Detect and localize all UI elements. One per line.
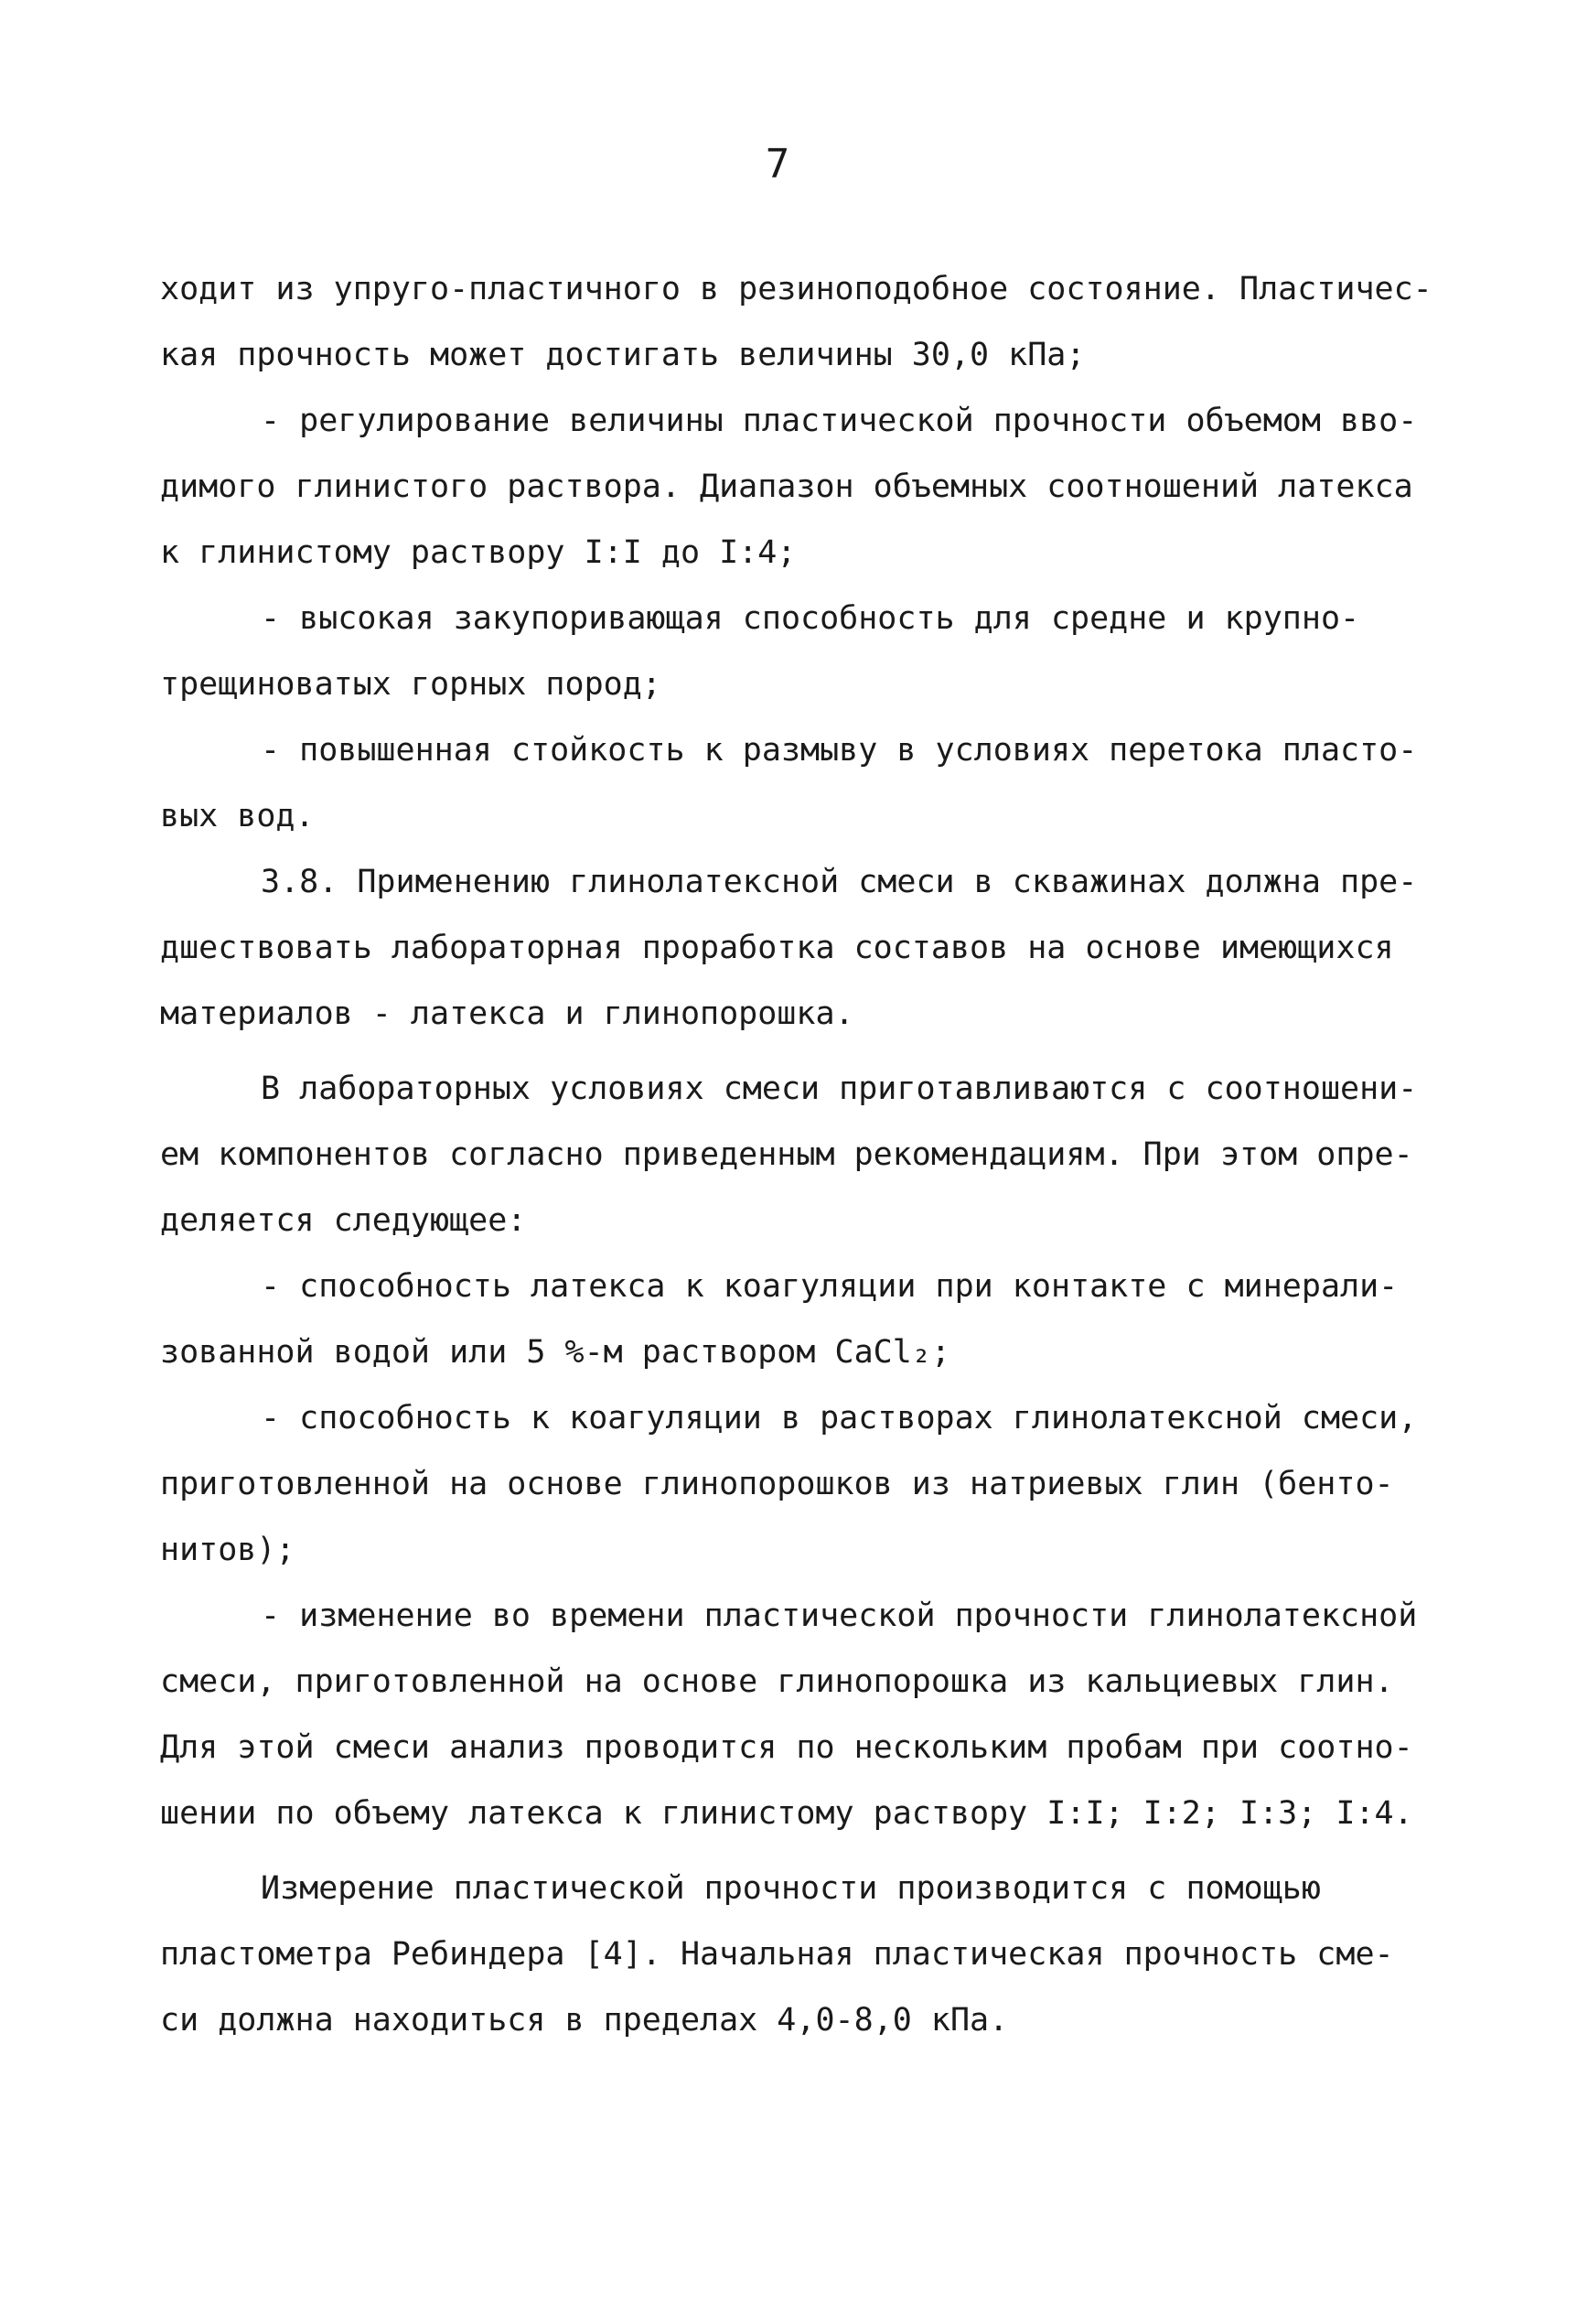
text-line: пластометра Ребиндера [4]. Начальная пластическая прочность сме- xyxy=(160,1936,1394,1973)
text-line: шении по объему латекса к глинистому раствору I:I; I:2; I:3; I:4. xyxy=(160,1795,1413,1832)
list-item-line: - способность латекса к коагуляции при контакте с минерали- xyxy=(261,1268,1399,1305)
paragraph-start-line: В лабораторных условиях смеси приготавливаются с соотношени- xyxy=(261,1071,1418,1107)
paragraph-start-line: Измерение пластической прочности производится с помощью xyxy=(261,1870,1321,1907)
text-line: ем компонентов согласно приведенным рекомендациям. При этом опре- xyxy=(160,1136,1413,1173)
text-line: Для этой смеси анализ проводится по нескольким пробам при соотно- xyxy=(160,1729,1413,1766)
text-line: деляется следующее: xyxy=(160,1202,527,1239)
text-line: кая прочность может достигать величины 30,0 кПа; xyxy=(160,337,1086,373)
page-number: 7 xyxy=(765,141,790,188)
text-line: ходит из упруго-пластичного в резиноподобное состояние. Пластичес- xyxy=(160,271,1432,307)
text-line: димого глинистого раствора. Диапазон объемных соотношений латекса xyxy=(160,468,1413,505)
text-line: приготовленной на основе глинопорошков из натриевых глин (бенто- xyxy=(160,1466,1394,1502)
text-line: си должна находиться в пределах 4,0-8,0 кПа. xyxy=(160,2002,1009,2039)
text-line: к глинистому раствору I:I до I:4; xyxy=(160,534,797,571)
list-item-line: - изменение во времени пластической прочности глинолатексной xyxy=(261,1598,1418,1634)
text-line: зованной водой или 5 %-м раствором CaCl₂; xyxy=(160,1334,950,1371)
list-item-line: - повышенная стойкость к размыву в условиях перетока пласто- xyxy=(261,732,1418,769)
text-line: вых вод. xyxy=(160,798,315,834)
list-item-line: - регулирование величины пластической прочности объемом вво- xyxy=(261,403,1418,439)
list-item-line: - высокая закупоривающая способность для средне и крупно- xyxy=(261,600,1360,637)
list-item-line: - способность к коагуляции в растворах глинолатексной смеси, xyxy=(261,1400,1418,1436)
text-line: смеси, приготовленной на основе глинопорошка из кальциевых глин. xyxy=(160,1663,1394,1700)
text-line: трещиноватых горных пород; xyxy=(160,666,661,703)
text-line: нитов); xyxy=(160,1532,295,1568)
body-text xyxy=(160,256,1441,2053)
text-line: материалов - латекса и глинопорошка. xyxy=(160,995,854,1032)
text-line: дшествовать лабораторная проработка составов на основе имеющихся xyxy=(160,930,1394,966)
section-heading-line: 3.8. Применению глинолатексной смеси в скважинах должна пре- xyxy=(261,864,1418,900)
